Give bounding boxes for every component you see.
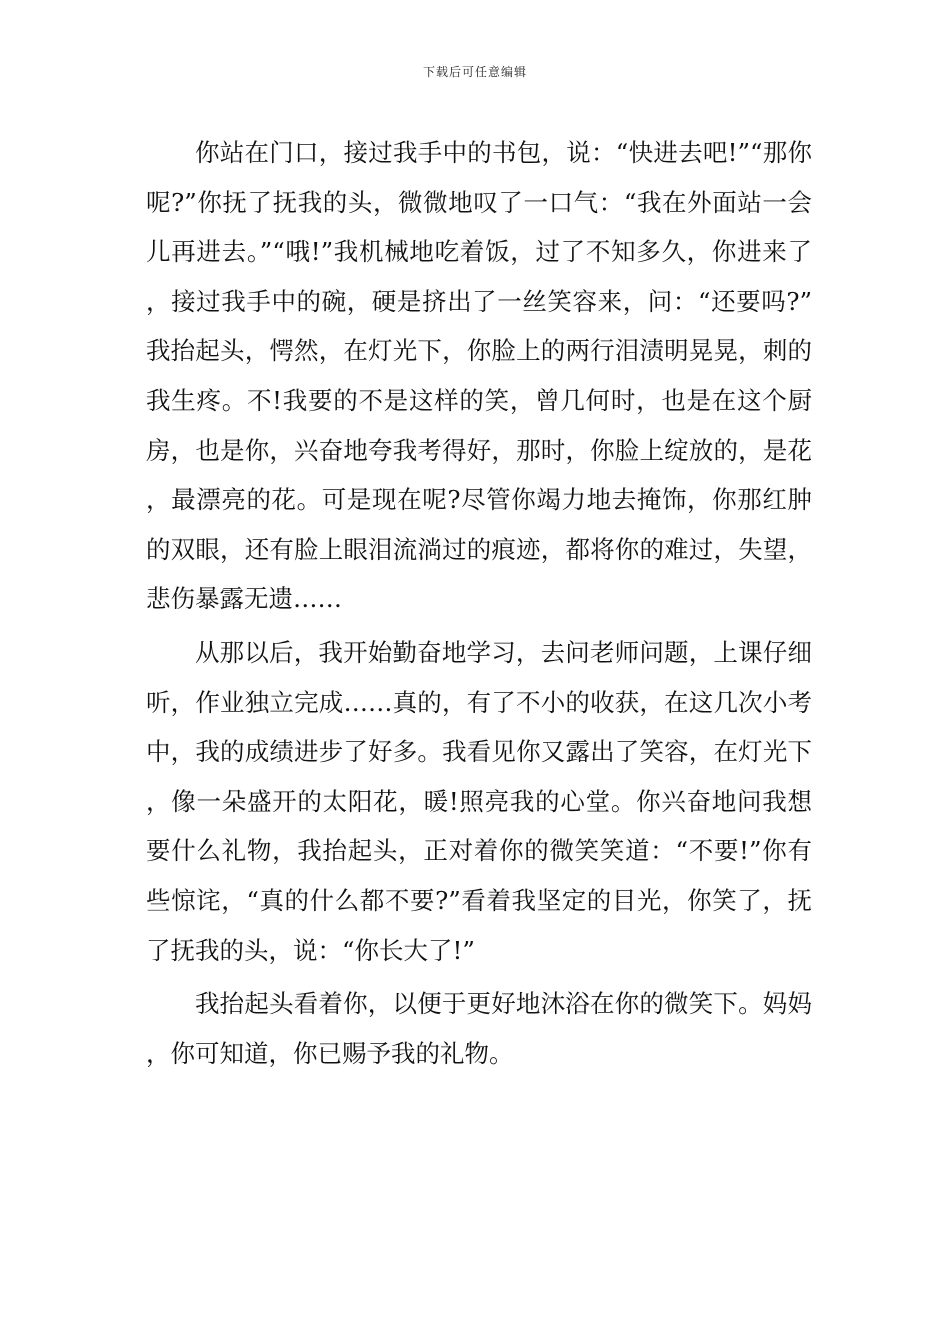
paragraph-ending: 我抬起头看着你，以便于更好地沐浴在你的微笑下。妈妈，你可知道，你已赐予我的礼物。 [146,989,812,1068]
paragraph-kitchen-memory: 你站在门口，接过我手中的书包，说：“快进去吧!”“那你呢?”你抚了抚我的头，微微地叹了一口气：“我在外面站一会儿再进去。”“哦!”我机械地吃着饭，过了不知多久，你进来了，接过我手中的碗，硬是挤出了一丝笑容来，问：“还要吗?”我抬起头，愕然，在灯光下，你脸上的两行泪渍明晃晃，刺的我生疼。不!我要的不是这样的笑，曾几何时，也是在这个厨房，也是你，兴奋地夸我考得好，那时，你脸上绽放的，是花，最漂亮的花。可是现在呢?尽管你竭力地去掩饰，你那红肿的双眼，还有脸上眼泪流淌过的痕迹，都将你的难过，失望，悲伤暴露无遗…… [146,138,812,614]
document-body [146,128,812,1078]
paragraph-hard-work: 从那以后，我开始勤奋地学习，去问老师问题，上课仔细听，作业独立完成……真的，有了不小的收获，在这几次小考中，我的成绩进步了好多。我看见你又露出了笑容，在灯光下，像一朵盛开的太阳花，暖!照亮我的心堂。你兴奋地问我想要什么礼物，我抬起头，正对着你的微笑笑道：“不要!”你有些惊诧，“真的什么都不要?”看着我坚定的目光，你笑了，抚了抚我的头，说：“你长大了!” [146,637,812,965]
page-header-note: 下载后可任意编辑 [422,65,527,79]
